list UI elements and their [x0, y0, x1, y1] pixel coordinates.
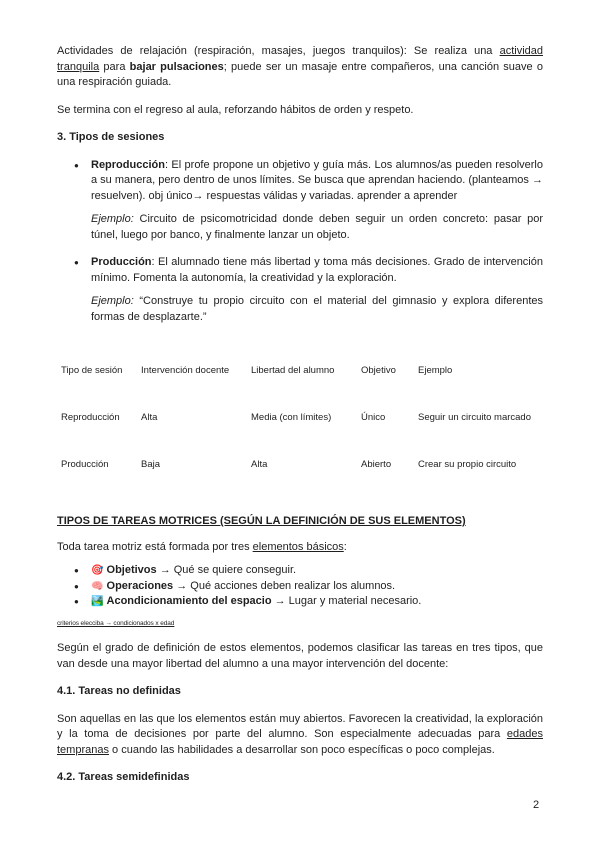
table-cell: Alta: [251, 458, 268, 470]
table-cell: Producción: [61, 458, 109, 470]
landscape-icon: 🏞️: [91, 596, 104, 607]
subsection-4-2-heading: 4.2. Tareas semidefinidas: [57, 771, 190, 783]
description: : El alumnado tiene más libertad y toma más decisiones. Grado de intervención mínimo. Fomenta la autonomía, la creatividad y la exploración.: [91, 256, 543, 284]
session-types-list-2: [57, 255, 543, 286]
tasks-intro: [57, 540, 543, 556]
table-cell: Seguir un circuito marcado: [418, 411, 531, 423]
header-cell: Tipo de sesión: [61, 364, 123, 376]
underlined-phrase: actividad tranquila: [57, 45, 543, 73]
header-cell: Intervención docente: [141, 364, 230, 376]
list-item-operaciones: [57, 579, 543, 595]
table-row: [57, 394, 543, 441]
text-run: Toda tarea motriz está formada por tres: [57, 540, 253, 553]
list-item-reproduccion: [57, 158, 543, 205]
example-text: Circuito de psicomotricidad donde deben seguir un orden concreto: pasar por túnel, luego por banco, y finalmente lanzar un objeto.: [91, 213, 543, 241]
header-cell: Ejemplo: [418, 364, 453, 376]
classification-paragraph: Según el grado de definición de estos elementos, podemos clasificar las tareas en tres tipos, que van desde una mayor libertad del alumno a una mayor intervención del docente:: [57, 642, 543, 670]
example-text: “Construye tu propio circuito con el material del gimnasio y explora diferentes formas de desplazarte.”: [91, 295, 543, 323]
description: → Lugar y material necesario.: [271, 595, 422, 607]
text-run: o cuando las habilidades a desarrollar son poco específicas o poco complejas.: [108, 743, 495, 756]
table-cell: Abierto: [361, 458, 392, 470]
description: → Qué se quiere conseguir.: [156, 564, 297, 576]
header-cell: Objetivo: [361, 364, 396, 376]
list-item-espacio: [57, 594, 543, 610]
term: Objetivos: [106, 564, 157, 576]
term: Reproducción: [91, 158, 165, 171]
session-comparison-table: [57, 347, 543, 488]
table-cell: Reproducción: [61, 411, 120, 423]
subsection-4-1-text: [57, 712, 543, 759]
example-produccion: [91, 294, 543, 325]
text-run: :: [343, 540, 347, 553]
table-cell: Único: [361, 411, 386, 423]
table-cell: Baja: [141, 458, 161, 470]
bold-phrase: bajar pulsaciones: [129, 60, 224, 73]
brain-icon: 🧠: [91, 580, 104, 592]
list-item-produccion: [57, 255, 543, 286]
underlined-phrase: edades tempranas: [57, 728, 543, 756]
header-cell: Libertad del alumno: [251, 364, 335, 376]
term: Producción: [91, 256, 152, 268]
text-run: ; puede ser un masaje entre compañeros, una canción suave o una respiración guiada.: [57, 60, 543, 88]
subsection-4-1-heading: 4.1. Tareas no definidas: [57, 685, 181, 697]
term: Operaciones: [106, 579, 174, 592]
example-label: Ejemplo:: [91, 295, 134, 307]
text-run: Son aquellas en las que los elementos están muy abiertos. Favorecen la creatividad, la exploración y la toma de decisiones por parte del alumno. Son especialmente adecuadas para: [57, 712, 543, 740]
text-run: Actividades de relajación (respiración, masajes, juegos tranquilos): Se realiza una: [57, 45, 500, 57]
table-cell: Crear su propio circuito: [418, 458, 517, 470]
term: Acondicionamiento del espacio: [106, 595, 272, 607]
table-cell: Media (con límites): [251, 411, 332, 423]
tasks-section-title: TIPOS DE TAREAS MOTRICES (SEGÚN LA DEFINICIÓN DE SUS ELEMENTOS): [57, 515, 466, 527]
description: : El profe propone un objetivo y guía más. Los alumnos/as pueden resolverlo a su manera, pero dentro de unos límites. Se busca que aprendan haciendo. (planteamos → resuelven). obj único→ respuestas válidas y variadas. aprender a aprender: [91, 158, 543, 202]
text-run: para: [99, 60, 130, 73]
document-page: [57, 44, 543, 798]
task-elements-list: [57, 563, 543, 610]
session-types-list: [57, 158, 543, 205]
target-icon: 🎯: [91, 565, 104, 576]
description: → Qué acciones deben realizar los alumnos.: [173, 579, 396, 592]
closing-paragraph: Se termina con el regreso al aula, reforzando hábitos de orden y respeto.: [57, 103, 414, 116]
table-cell: Alta: [141, 411, 158, 423]
example-label: Ejemplo:: [91, 213, 134, 225]
handwritten-note: criterios elecciba → condicionados x edad: [57, 619, 175, 627]
table-row: [57, 441, 543, 488]
underlined-phrase: elementos básicos: [252, 540, 344, 553]
relaxation-paragraph: [57, 44, 543, 91]
section-3-heading: 3. Tipos de sesiones: [57, 131, 165, 143]
page-number: 2: [533, 799, 540, 811]
example-reproduccion: [91, 212, 543, 243]
table-header-row: [57, 347, 543, 394]
list-item-objetivos: [57, 563, 543, 579]
